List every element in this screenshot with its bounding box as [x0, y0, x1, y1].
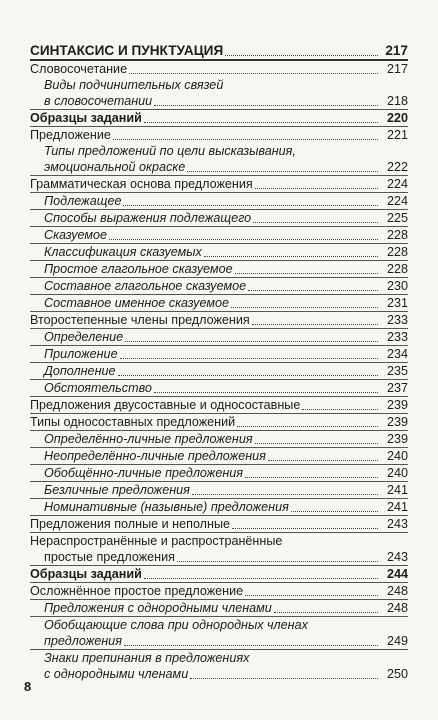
- toc-entry-page: 233: [386, 313, 408, 327]
- toc-entry-page: 224: [386, 177, 408, 191]
- toc-entry-page: 239: [386, 432, 408, 446]
- toc-entry-continued: [30, 549, 408, 565]
- toc-entry-text: Предложение: [30, 128, 111, 142]
- toc-entry-text: эмоциональной окраске: [44, 160, 186, 174]
- dot-leader: [144, 122, 378, 123]
- toc-entry-page: 228: [386, 245, 408, 259]
- toc-subentry: [30, 599, 408, 616]
- toc-subentry: [30, 93, 408, 109]
- toc-entry-text: Виды подчинительных связей: [44, 78, 224, 92]
- dot-leader: [144, 578, 378, 579]
- toc-entry-page: 244: [386, 567, 408, 581]
- dot-leader: [204, 256, 378, 257]
- toc-subentry: [30, 649, 408, 666]
- toc-entry-text: Образцы заданий: [30, 111, 142, 125]
- toc-entry-text: Номинативные (назывные) предложения: [44, 500, 289, 514]
- toc-subentry: [30, 379, 408, 396]
- dot-leader: [190, 678, 378, 679]
- toc-entry-page: 222: [386, 160, 408, 174]
- toc-entry-page: 249: [386, 634, 408, 648]
- toc-entry-text: Составное глагольное сказуемое: [44, 279, 247, 293]
- toc-section-heading: [30, 42, 408, 59]
- dot-leader: [291, 511, 378, 512]
- toc-subentry: [30, 243, 408, 260]
- toc-entry: [30, 126, 408, 143]
- toc-entry-text: Неопределённо-личные предложения: [44, 449, 266, 463]
- toc-entry-page: 243: [386, 517, 408, 531]
- dot-leader: [129, 73, 378, 74]
- toc-entry-page: 235: [386, 364, 408, 378]
- toc-entry: [30, 413, 408, 430]
- dot-leader: [268, 460, 378, 461]
- toc-entry-samples: [30, 109, 408, 126]
- toc-subentry: [30, 362, 408, 379]
- toc-entry-samples: [30, 565, 408, 582]
- dot-leader: [237, 426, 378, 427]
- toc-entry-text: Предложения полные и неполные: [30, 517, 231, 531]
- toc-subentry: [30, 447, 408, 464]
- toc-entry-text: Простое глагольное сказуемое: [44, 262, 233, 276]
- toc-entry-text: Обстоятельство: [44, 381, 152, 395]
- toc-subentry: [30, 260, 408, 277]
- toc-entry-page: 231: [386, 296, 408, 310]
- toc-subentry: [30, 143, 408, 159]
- toc-subentry: [30, 498, 408, 515]
- toc-entry-text: Словосочетание: [30, 62, 128, 76]
- toc-entry-text: Обобщающие слова при однородных членах: [44, 618, 308, 632]
- toc-entry-text: Определённо-личные предложения: [44, 432, 253, 446]
- toc-entry-page: 228: [386, 262, 408, 276]
- dot-leader: [225, 55, 378, 56]
- dot-leader: [252, 324, 378, 325]
- toc-subentry: [30, 464, 408, 481]
- dot-leader: [231, 307, 378, 308]
- toc-subentry: [30, 192, 408, 209]
- toc-subentry: [30, 209, 408, 226]
- dot-leader: [232, 528, 378, 529]
- toc-subentry: [30, 277, 408, 294]
- toc-entry-page: 218: [386, 94, 408, 108]
- dot-leader: [192, 494, 378, 495]
- toc-entry-text: Обобщённо-личные предложения: [44, 466, 243, 480]
- dot-leader: [125, 341, 378, 342]
- toc-entry-page: 220: [386, 111, 408, 125]
- toc-entry-page: 241: [386, 483, 408, 497]
- toc-entry-page: 230: [386, 279, 408, 293]
- toc-entry-page: 239: [386, 415, 408, 429]
- dot-leader: [109, 239, 378, 240]
- toc-entry-page: 233: [386, 330, 408, 344]
- toc-entry: [30, 515, 408, 532]
- dot-leader: [302, 409, 378, 410]
- toc-section-page: 217: [385, 43, 408, 58]
- toc-entry-page: 221: [386, 128, 408, 142]
- dot-leader: [235, 273, 378, 274]
- dot-leader: [123, 205, 378, 206]
- toc-entry-text: Составное именное сказуемое: [44, 296, 229, 310]
- dot-leader: [154, 392, 378, 393]
- toc-entry-text: Знаки препинания в предложениях: [44, 651, 250, 665]
- dot-leader: [255, 443, 378, 444]
- toc-entry-text: Типы предложений по цели высказывания,: [44, 144, 296, 158]
- dot-leader: [253, 222, 378, 223]
- toc-entry-page: 228: [386, 228, 408, 242]
- toc-entry-text: Дополнение: [44, 364, 116, 378]
- toc-entry-page: 248: [386, 601, 408, 615]
- toc-subentry: [30, 616, 408, 633]
- page-number: 8: [24, 679, 32, 694]
- toc-entry-text: Приложение: [44, 347, 118, 361]
- toc-subentry: [30, 226, 408, 243]
- toc-entry-page: 240: [386, 466, 408, 480]
- toc-entry: [30, 175, 408, 192]
- toc-entry-page: 239: [386, 398, 408, 412]
- dot-leader: [154, 105, 378, 106]
- toc-entry-text: простые предложения: [44, 550, 175, 564]
- toc-entry: [30, 396, 408, 413]
- dot-leader: [120, 358, 378, 359]
- toc-entry-text: Предложения с однородными членами: [44, 601, 272, 615]
- toc-entry-text: Классификация сказуемых: [44, 245, 202, 259]
- toc-entry: [30, 532, 408, 549]
- toc-entry-text: с однородными членами: [44, 667, 189, 681]
- toc-entry-page: 241: [386, 500, 408, 514]
- toc-subentry: [30, 328, 408, 345]
- dot-leader: [248, 290, 378, 291]
- toc-entry-text: Второстепенные члены предложения: [30, 313, 250, 327]
- toc-entry-page: 248: [386, 584, 408, 598]
- toc-entry-text: предложения: [44, 634, 122, 648]
- toc-entry-page: 250: [386, 667, 408, 681]
- toc-entry-text: Типы односоставных предложений: [30, 415, 236, 429]
- toc-entry-text: Образцы заданий: [30, 567, 142, 581]
- dot-leader: [245, 595, 378, 596]
- dot-leader: [274, 612, 378, 613]
- toc-entry-text: Осложнённое простое предложение: [30, 584, 244, 598]
- toc-subentry: [30, 666, 408, 682]
- toc-entry-page: 234: [386, 347, 408, 361]
- toc-entry: [30, 311, 408, 328]
- toc-subentry: [30, 633, 408, 649]
- dot-leader: [187, 171, 378, 172]
- toc-entry-text: Грамматическая основа предложения: [30, 177, 253, 191]
- toc-entry-text: Безличные предложения: [44, 483, 190, 497]
- toc-entry-text: Предложения двусоставные и односоставные: [30, 398, 301, 412]
- dot-leader: [124, 645, 378, 646]
- toc-entry-text: Подлежащее: [44, 194, 122, 208]
- toc-entry-page: 237: [386, 381, 408, 395]
- toc-entry-page: 217: [386, 62, 408, 76]
- toc-entry-text: Определение: [44, 330, 124, 344]
- dot-leader: [245, 477, 378, 478]
- dot-leader: [118, 375, 378, 376]
- dot-leader: [113, 139, 378, 140]
- toc-subentry: [30, 430, 408, 447]
- toc-subentry: [30, 77, 408, 93]
- dot-leader: [255, 188, 378, 189]
- toc-subentry: [30, 345, 408, 362]
- toc-entry-page: 224: [386, 194, 408, 208]
- dot-leader: [177, 561, 378, 562]
- toc-subentry: [30, 294, 408, 311]
- toc-subentry: [30, 159, 408, 175]
- toc-entry: [30, 59, 408, 77]
- toc-entry-page: 240: [386, 449, 408, 463]
- toc-entry: [30, 582, 408, 599]
- toc-entry-page: 225: [386, 211, 408, 225]
- toc-entry-text: в словосочетании: [44, 94, 153, 108]
- toc-subentry: [30, 481, 408, 498]
- toc-entry-page: 243: [386, 550, 408, 564]
- toc-entry-text: Нераспространённые и распространённые: [30, 534, 283, 548]
- toc-section-title: СИНТАКСИС И ПУНКТУАЦИЯ: [30, 43, 224, 58]
- toc-entry-text: Сказуемое: [44, 228, 108, 242]
- toc-entry-text: Способы выражения подлежащего: [44, 211, 252, 225]
